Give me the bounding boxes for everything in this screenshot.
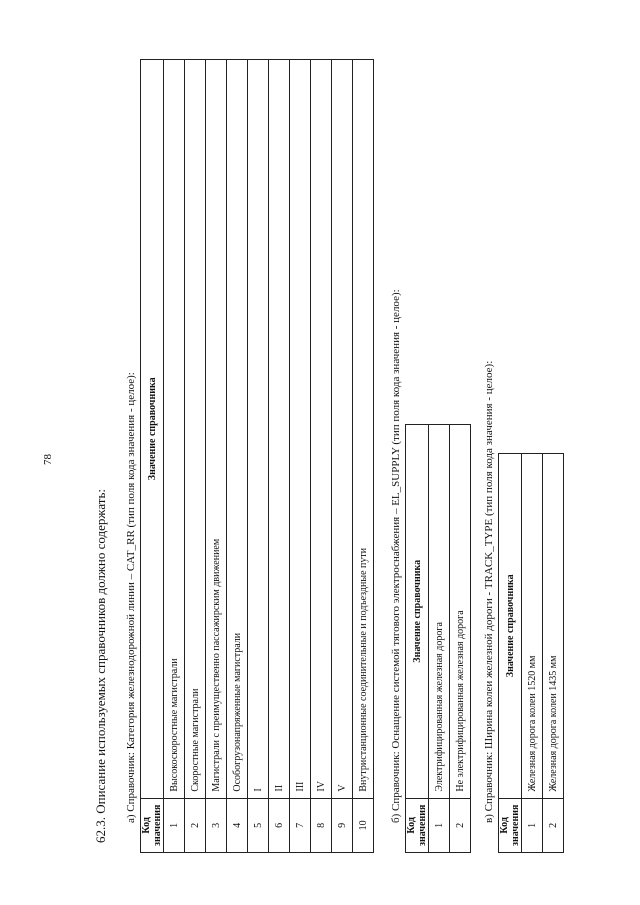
table-row	[429, 425, 450, 853]
value-cell: IV	[311, 60, 332, 799]
table-row	[522, 454, 543, 853]
code-cell: 7	[290, 798, 311, 852]
table-row	[269, 60, 290, 853]
code-cell: 2	[543, 798, 564, 852]
table-row	[164, 60, 185, 853]
header-code: Код значения	[406, 798, 429, 852]
table-row	[543, 454, 564, 853]
header-code: Код значения	[499, 798, 522, 852]
header-code: Код значения	[141, 798, 164, 852]
value-cell: I	[248, 60, 269, 799]
header-value: Значение справочника	[499, 454, 522, 799]
value-cell: Железная дорога колеи 1435 мм	[543, 454, 564, 799]
table-cat-rr	[140, 59, 374, 853]
table-row	[248, 60, 269, 853]
value-cell: III	[290, 60, 311, 799]
code-cell: 8	[311, 798, 332, 852]
code-cell: 5	[248, 798, 269, 852]
table-el-supply	[405, 424, 471, 853]
table-row	[206, 60, 227, 853]
code-cell: 2	[450, 798, 471, 852]
code-cell: 3	[206, 798, 227, 852]
value-cell: Высокоскоростные магистрали	[164, 60, 185, 799]
table-row	[185, 60, 206, 853]
value-cell: II	[269, 60, 290, 799]
section-title: 62.3. Описание используемых справочников должно содержать:	[93, 488, 108, 843]
code-cell: 2	[185, 798, 206, 852]
header-value: Значение справочника	[406, 425, 429, 799]
page-number: 78	[42, 454, 54, 465]
table-header-row	[406, 425, 429, 853]
value-cell: Особогрузонапряженные магистрали	[227, 60, 248, 799]
table-track-type-subtitle: в) Справочник: Ширина колеи железной дороги - TRACK_TYPE (тип поля кода значения - целое):	[483, 360, 495, 823]
table-row	[450, 425, 471, 853]
code-cell: 4	[227, 798, 248, 852]
code-cell: 6	[269, 798, 290, 852]
table-row	[227, 60, 248, 853]
value-cell: Не электрифицированная железная дорога	[450, 425, 471, 799]
value-cell: Магистрали с преимущественно пассажирским движением	[206, 60, 227, 799]
code-cell: 9	[332, 798, 353, 852]
value-cell: Железная дорога колеи 1520 мм	[522, 454, 543, 799]
table-row	[311, 60, 332, 853]
value-cell: Скоростные магистрали	[185, 60, 206, 799]
header-value: Значение справочника	[141, 60, 164, 799]
value-cell: Внутристанционные соединительные и подъездные пути	[353, 60, 374, 799]
table-row	[353, 60, 374, 853]
table-header-row	[499, 454, 522, 853]
value-cell: Электрифицированная железная дорога	[429, 425, 450, 799]
code-cell: 10	[353, 798, 374, 852]
table-row	[332, 60, 353, 853]
table-track-type	[498, 453, 564, 853]
code-cell: 1	[522, 798, 543, 852]
table-row	[290, 60, 311, 853]
table-el-supply-subtitle: б) Справочник: Оснащение системой тягового электроснабжения – EL_SUPPLY (тип поля кода значения - целое):	[390, 289, 402, 823]
code-cell: 1	[429, 798, 450, 852]
code-cell: 1	[164, 798, 185, 852]
value-cell: V	[332, 60, 353, 799]
table-cat-rr-subtitle: а) Справочник: Категория железнодорожной линии – CAT_RR (тип поля кода значения - целое):	[125, 372, 137, 823]
table-header-row	[141, 60, 164, 853]
